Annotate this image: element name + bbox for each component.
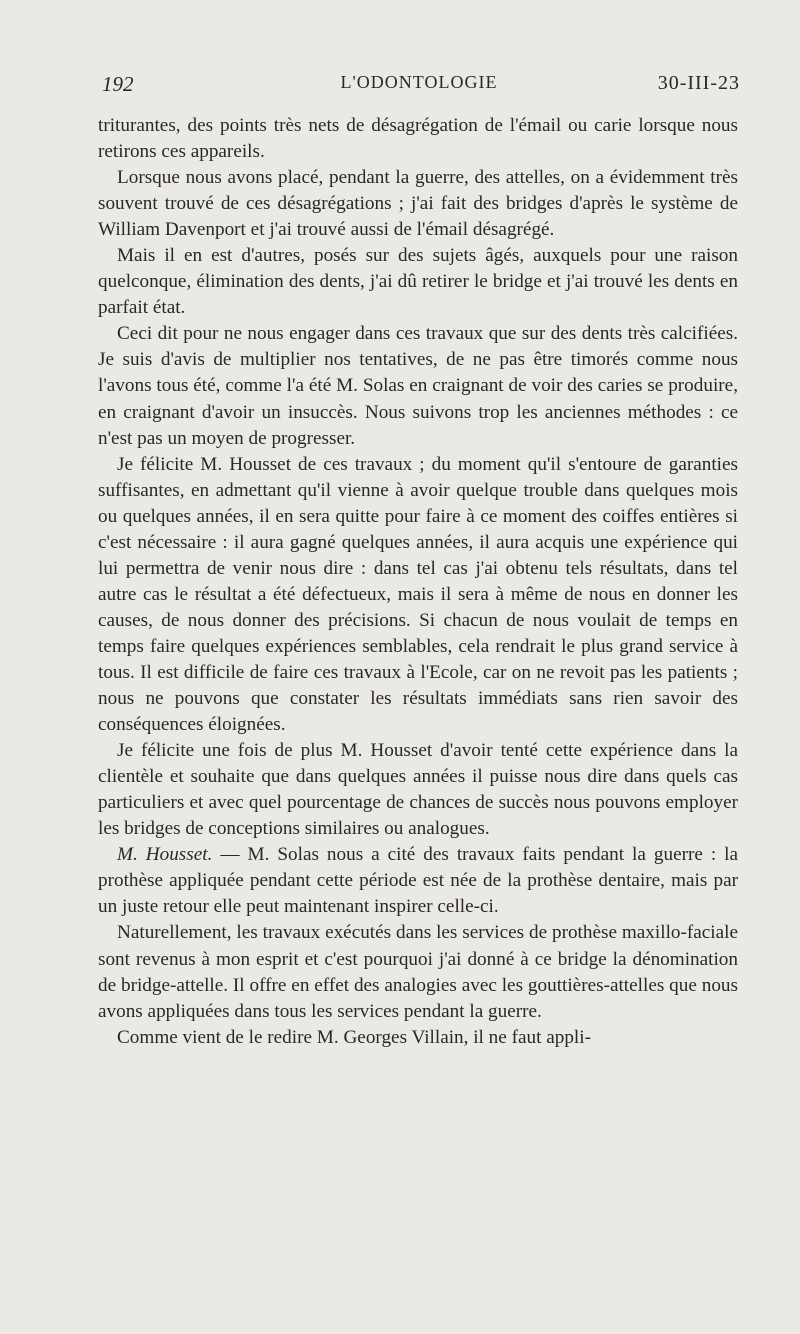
journal-title: L'ODONTOLOGIE [340,72,498,92]
paragraph-4: Ceci dit pour ne nous engager dans ces travaux que sur des dents très calcifiées. Je suis d'avis de multiplier nos tentatives, de ne pas être timorés comme nous l'avons tous été, comme l'a été M. Solas en craignant de voir des caries se produire, en craignant d'avoir un insuccès. Nous suivons trop les anciennes méthodes : ce n'est pas un moyen de progresser. [98,323,738,449]
paragraph-6: Je félicite une fois de plus M. Housset d'avoir tenté cette expérience dans la clientèle et souhaite que dans quelques années il puisse nous dire dans quels cas particuliers et avec quel pourcentage de chances de succès nous pouvons employer les bridges de conceptions similaires ou analogues. [98,740,738,840]
page-number: 192 [102,72,134,96]
paragraph-5: Je félicite M. Housset de ces travaux ; du moment qu'il s'entoure de garanties suffisantes, en admettant qu'il vienne à avoir quelque trouble dans quelques mois ou quelques années, il en sera quitte pour faire à ce moment des coiffes entières si c'est nécessaire : il aura gagné quelques années, il aura acquis une expérience qui lui permettra de venir nous dire : dans tel cas j'ai obtenu tels résultats, dans tel autre cas le résultat a été défectueux, mais il sera à même de nous en donner les causes, de nous donner des précisions. Si chacun de nous voulait de temps en temps faire quelques expériences semblables, cela rendrait le plus grand service à tous. Il est difficile de faire ces travaux à l'Ecole, car on ne revoit pas les patients ; nous ne pouvons que constater les résultats immédiats sans rien savoir des conséquences éloignées. [98,453,738,736]
body-text [98,113,738,1051]
issue-date: 30-III-23 [657,72,740,94]
paragraph-1: triturantes, des points très nets de désagrégation de l'émail ou carie lorsque nous retirons ces appareils. [98,115,738,163]
paragraph-7 [98,842,738,920]
running-header [98,72,740,102]
paragraph-3: Mais il en est d'autres, posés sur des sujets âgés, auxquels pour une raison quelconque, élimination des dents, j'ai dû retirer le bridge et j'ai trouvé les dents en parfait état. [98,245,738,319]
paragraph-2: Lorsque nous avons placé, pendant la guerre, des attelles, on a évidemment très souvent trouvé de ces désagrégations ; j'ai fait des bridges d'après le système de William Davenport et j'ai trouvé aussi de l'émail désagrégé. [98,167,738,241]
paragraph-7-text: — M. Solas nous a cité des travaux faits pendant la guerre : la prothèse appliquée pendant cette période est née de la prothèse dentaire, mais par un juste retour elle peut maintenant inspirer celle-ci. [98,844,739,918]
paragraph-8: Naturellement, les travaux exécutés dans les services de prothèse maxillo-faciale sont revenus à mon esprit et c'est pourquoi j'ai donné à ce bridge la dénomination de bridge-attelle. Il offre en effet des analogies avec les gouttières-attelles que nous avons appliquées dans tous les services pendant la guerre. [98,922,738,1022]
paragraph-9: Comme vient de le redire M. Georges Villain, il ne faut appli- [117,1026,591,1048]
speaker-name: M. Housset. [117,844,213,866]
